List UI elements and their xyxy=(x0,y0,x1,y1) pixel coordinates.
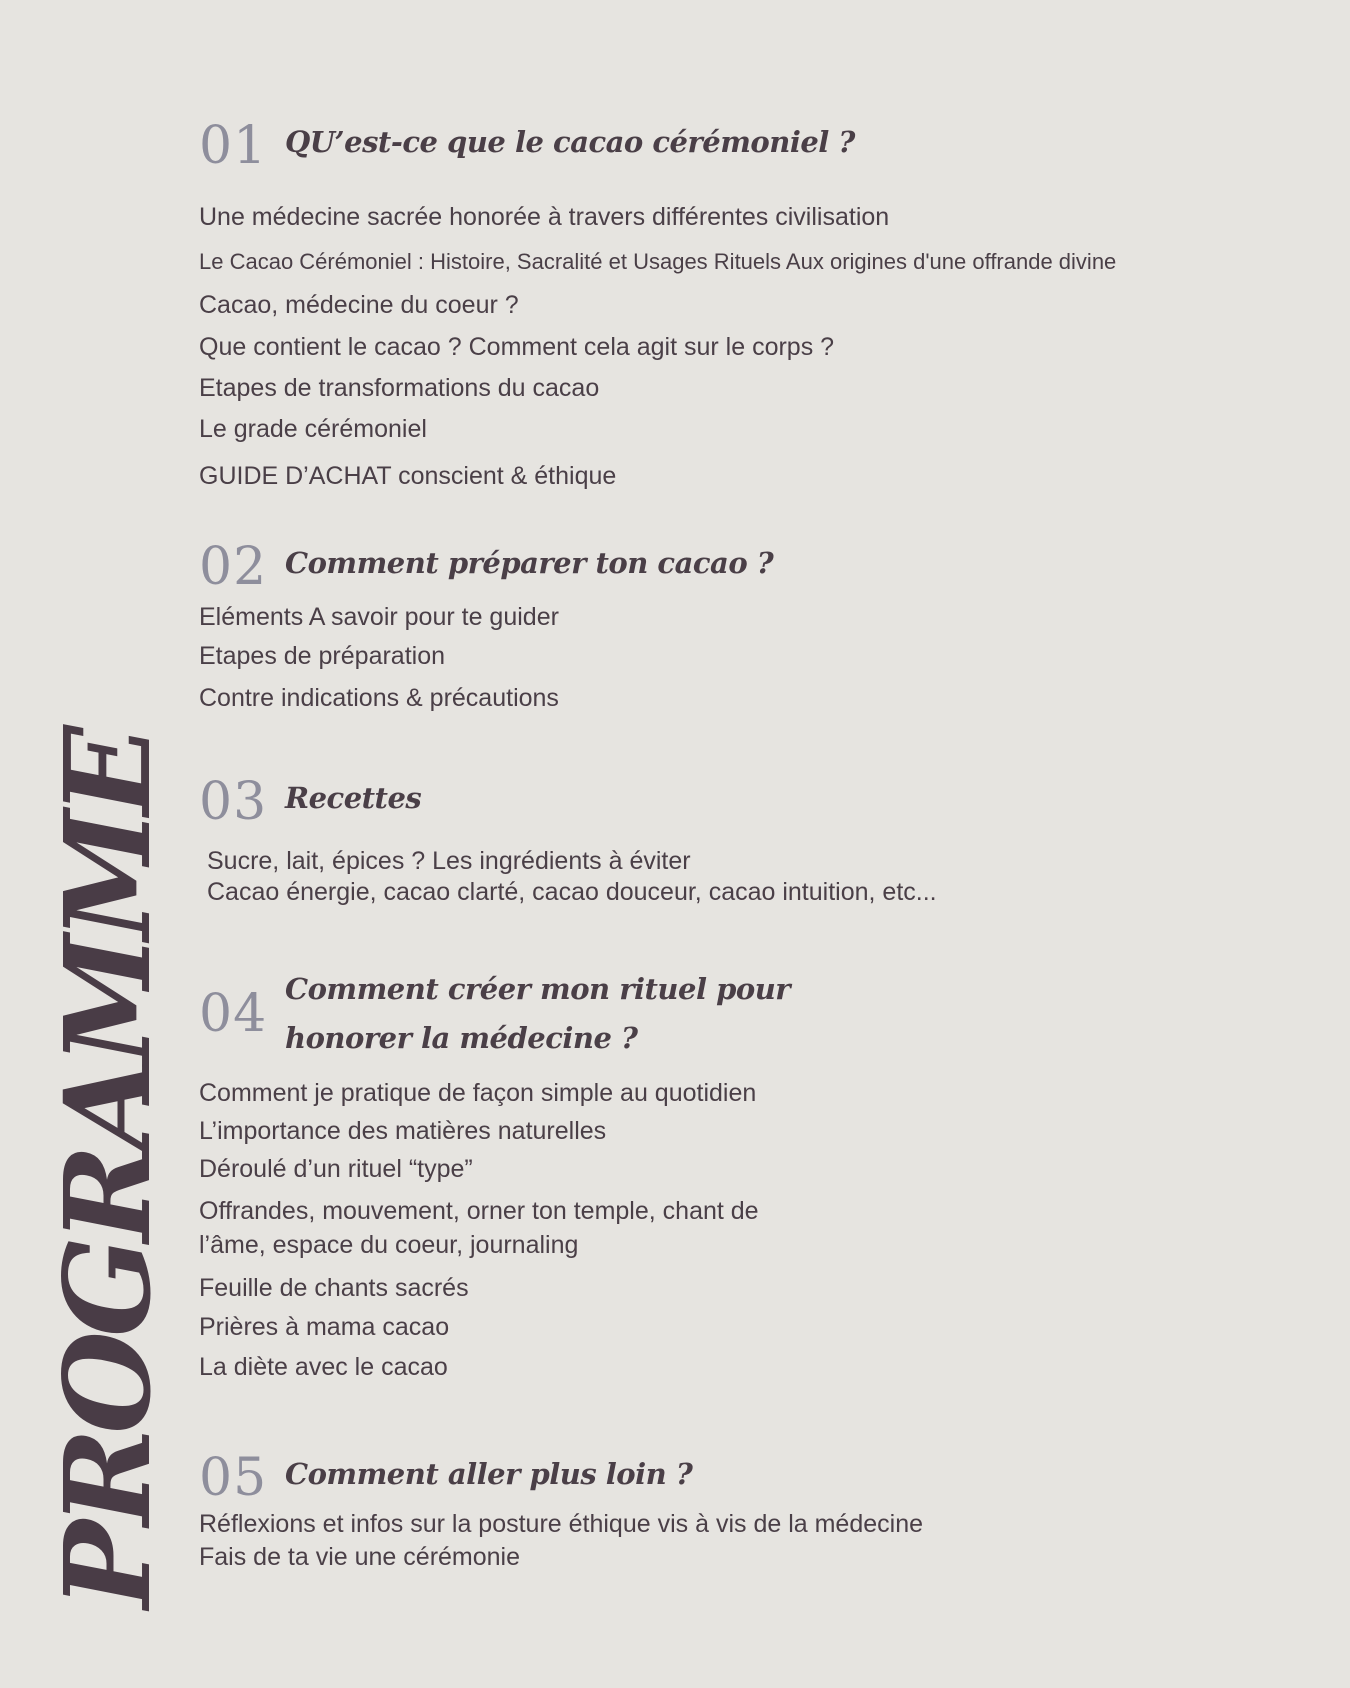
list-item: Offrandes, mouvement, orner ton temple, chant de xyxy=(199,1197,759,1225)
section-03-header xyxy=(199,772,1309,832)
list-item: Réflexions et infos sur la posture éthique vis à vis de la médecine xyxy=(199,1510,923,1538)
section-04 xyxy=(199,970,1309,1070)
list-item: Fais de ta vie une cérémonie xyxy=(199,1543,521,1571)
list-item: Déroulé d’un rituel “type” xyxy=(199,1155,473,1183)
list-item: l’âme, espace du coeur, journaling xyxy=(199,1231,579,1259)
list-item: Sucre, lait, épices ? Les ingrédients à éviter xyxy=(207,847,691,875)
section-05 xyxy=(199,1448,1309,1508)
list-item: Etapes de préparation xyxy=(199,642,446,670)
list-item: GUIDE D’ACHAT conscient & éthique xyxy=(199,462,617,490)
list-item: Le Cacao Cérémoniel : Histoire, Sacralité et Usages Rituels Aux origines d'une offrande divine xyxy=(199,249,1117,274)
section-title: Comment préparer ton cacao ? xyxy=(285,546,774,580)
vertical-title: PROGRAMME xyxy=(38,731,177,1609)
list-item: Le grade cérémoniel xyxy=(199,415,427,443)
section-04-header xyxy=(199,970,1309,1070)
list-item: Prières à mama cacao xyxy=(199,1313,450,1341)
section-title: Recettes xyxy=(285,781,422,815)
list-item: Une médecine sacrée honorée à travers différentes civilisation xyxy=(199,203,890,231)
section-number: 03 xyxy=(199,772,268,832)
section-02-header xyxy=(199,537,1309,597)
section-02 xyxy=(199,537,1309,597)
section-title-line1: Comment créer mon rituel pour xyxy=(285,972,791,1006)
list-item: Eléments A savoir pour te guider xyxy=(199,603,559,631)
list-item: Que contient le cacao ? Comment cela agit sur le corps ? xyxy=(199,333,835,361)
section-01 xyxy=(199,116,1309,176)
list-item: Etapes de transformations du cacao xyxy=(199,374,600,402)
list-item: Cacao, médecine du coeur ? xyxy=(199,291,519,319)
list-item: Cacao énergie, cacao clarté, cacao douceur, cacao intuition, etc... xyxy=(207,878,937,906)
section-03 xyxy=(199,772,1309,832)
section-number: 01 xyxy=(199,116,268,176)
section-number: 04 xyxy=(199,984,268,1044)
section-title: Comment aller plus loin ? xyxy=(285,1457,693,1491)
list-item: Feuille de chants sacrés xyxy=(199,1274,469,1302)
section-number: 05 xyxy=(199,1448,268,1508)
section-number: 02 xyxy=(199,537,268,597)
section-title: QU’est-ce que le cacao cérémoniel ? xyxy=(285,125,855,159)
list-item: Comment je pratique de façon simple au quotidien xyxy=(199,1079,757,1107)
section-01-header xyxy=(199,116,1309,176)
section-title-line2: honorer la médecine ? xyxy=(285,1021,638,1055)
list-item: L’importance des matières naturelles xyxy=(199,1117,607,1145)
list-item: La diète avec le cacao xyxy=(199,1353,448,1381)
section-05-header xyxy=(199,1448,1309,1508)
list-item: Contre indications & précautions xyxy=(199,684,559,712)
